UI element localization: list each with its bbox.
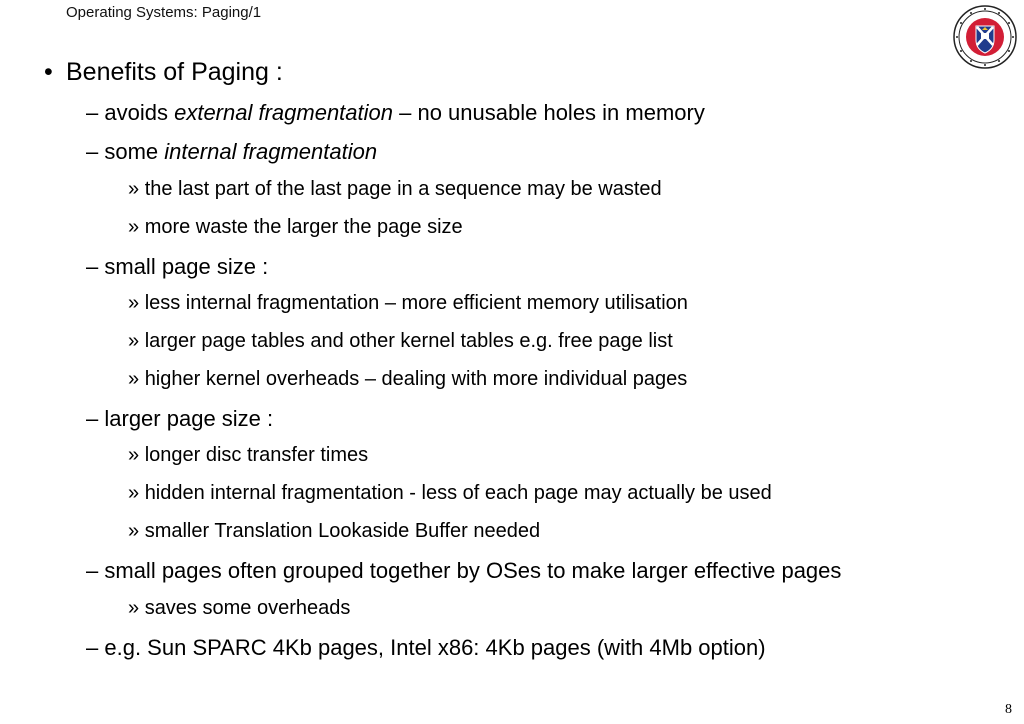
- sub-bullet-text-pre: some: [104, 139, 165, 164]
- chevron-marker: »: [128, 444, 140, 466]
- chevron-marker: »: [128, 368, 140, 390]
- sub-sub-bullet-item: [128, 482, 772, 505]
- chevron-marker: »: [128, 216, 140, 238]
- sub-sub-bullet-text: the last part of the last page in a sequence may be wasted: [144, 178, 662, 200]
- sub-bullet-text: larger page size :: [104, 406, 274, 431]
- sub-sub-bullet-text: hidden internal fragmentation - less of each page may actually be used: [144, 482, 772, 504]
- chevron-marker: »: [128, 292, 140, 314]
- chevron-marker: »: [128, 482, 140, 504]
- sub-sub-bullet-text: higher kernel overheads – dealing with more individual pages: [144, 368, 688, 390]
- chevron-marker: »: [128, 330, 140, 352]
- sub-sub-bullet-item: [128, 178, 662, 201]
- dash-marker: –: [86, 406, 99, 431]
- sub-sub-bullet-text: less internal fragmentation – more efficient memory utilisation: [144, 292, 688, 314]
- sub-bullet-item: [86, 254, 268, 280]
- sub-sub-bullet-text: smaller Translation Lookaside Buffer needed: [144, 520, 541, 542]
- sub-bullet-item: [86, 635, 766, 661]
- sub-sub-bullet-item: [128, 444, 368, 467]
- page-number: 8: [1005, 702, 1012, 717]
- sub-bullet-text-pre: avoids: [104, 100, 175, 125]
- sub-sub-bullet-item: [128, 597, 350, 620]
- sub-bullet-text: small pages often grouped together by OSes to make larger effective pages: [104, 558, 842, 583]
- university-logo: [952, 4, 1018, 70]
- sub-sub-bullet-item: [128, 216, 463, 239]
- dash-marker: –: [86, 100, 99, 125]
- sub-bullet-text-emphasis: external fragmentation: [174, 100, 393, 125]
- sub-sub-bullet-item: [128, 368, 687, 391]
- sub-bullet-text: small page size :: [104, 254, 269, 279]
- sub-sub-bullet-text: larger page tables and other kernel tables e.g. free page list: [144, 330, 673, 352]
- main-bullet-text: Benefits of Paging :: [66, 58, 283, 86]
- sub-sub-bullet-text: saves some overheads: [144, 597, 351, 619]
- sub-sub-bullet-text: longer disc transfer times: [144, 444, 369, 466]
- sub-bullet-text: e.g. Sun SPARC 4Kb pages, Intel x86: 4Kb pages (with 4Mb option): [104, 635, 766, 660]
- sub-sub-bullet-item: [128, 520, 540, 543]
- sub-bullet-item: [86, 406, 273, 432]
- sub-bullet-item: [86, 100, 705, 126]
- slide-header-title: Operating Systems: Paging/1: [66, 4, 262, 21]
- chevron-marker: »: [128, 178, 140, 200]
- sub-bullet-item: [86, 558, 841, 584]
- dash-marker: –: [86, 139, 99, 164]
- sub-sub-bullet-item: [128, 330, 673, 353]
- sub-sub-bullet-text: more waste the larger the page size: [144, 216, 463, 238]
- dash-marker: –: [86, 635, 99, 660]
- sub-bullet-item: [86, 139, 377, 165]
- sub-sub-bullet-item: [128, 292, 688, 315]
- dash-marker: –: [86, 558, 99, 583]
- chevron-marker: »: [128, 597, 140, 619]
- dash-marker: –: [86, 254, 99, 279]
- sub-bullet-text-post: – no unusable holes in memory: [393, 100, 705, 125]
- chevron-marker: »: [128, 520, 140, 542]
- bullet-marker: •: [44, 58, 53, 86]
- sub-bullet-text-emphasis: internal fragmentation: [164, 139, 378, 164]
